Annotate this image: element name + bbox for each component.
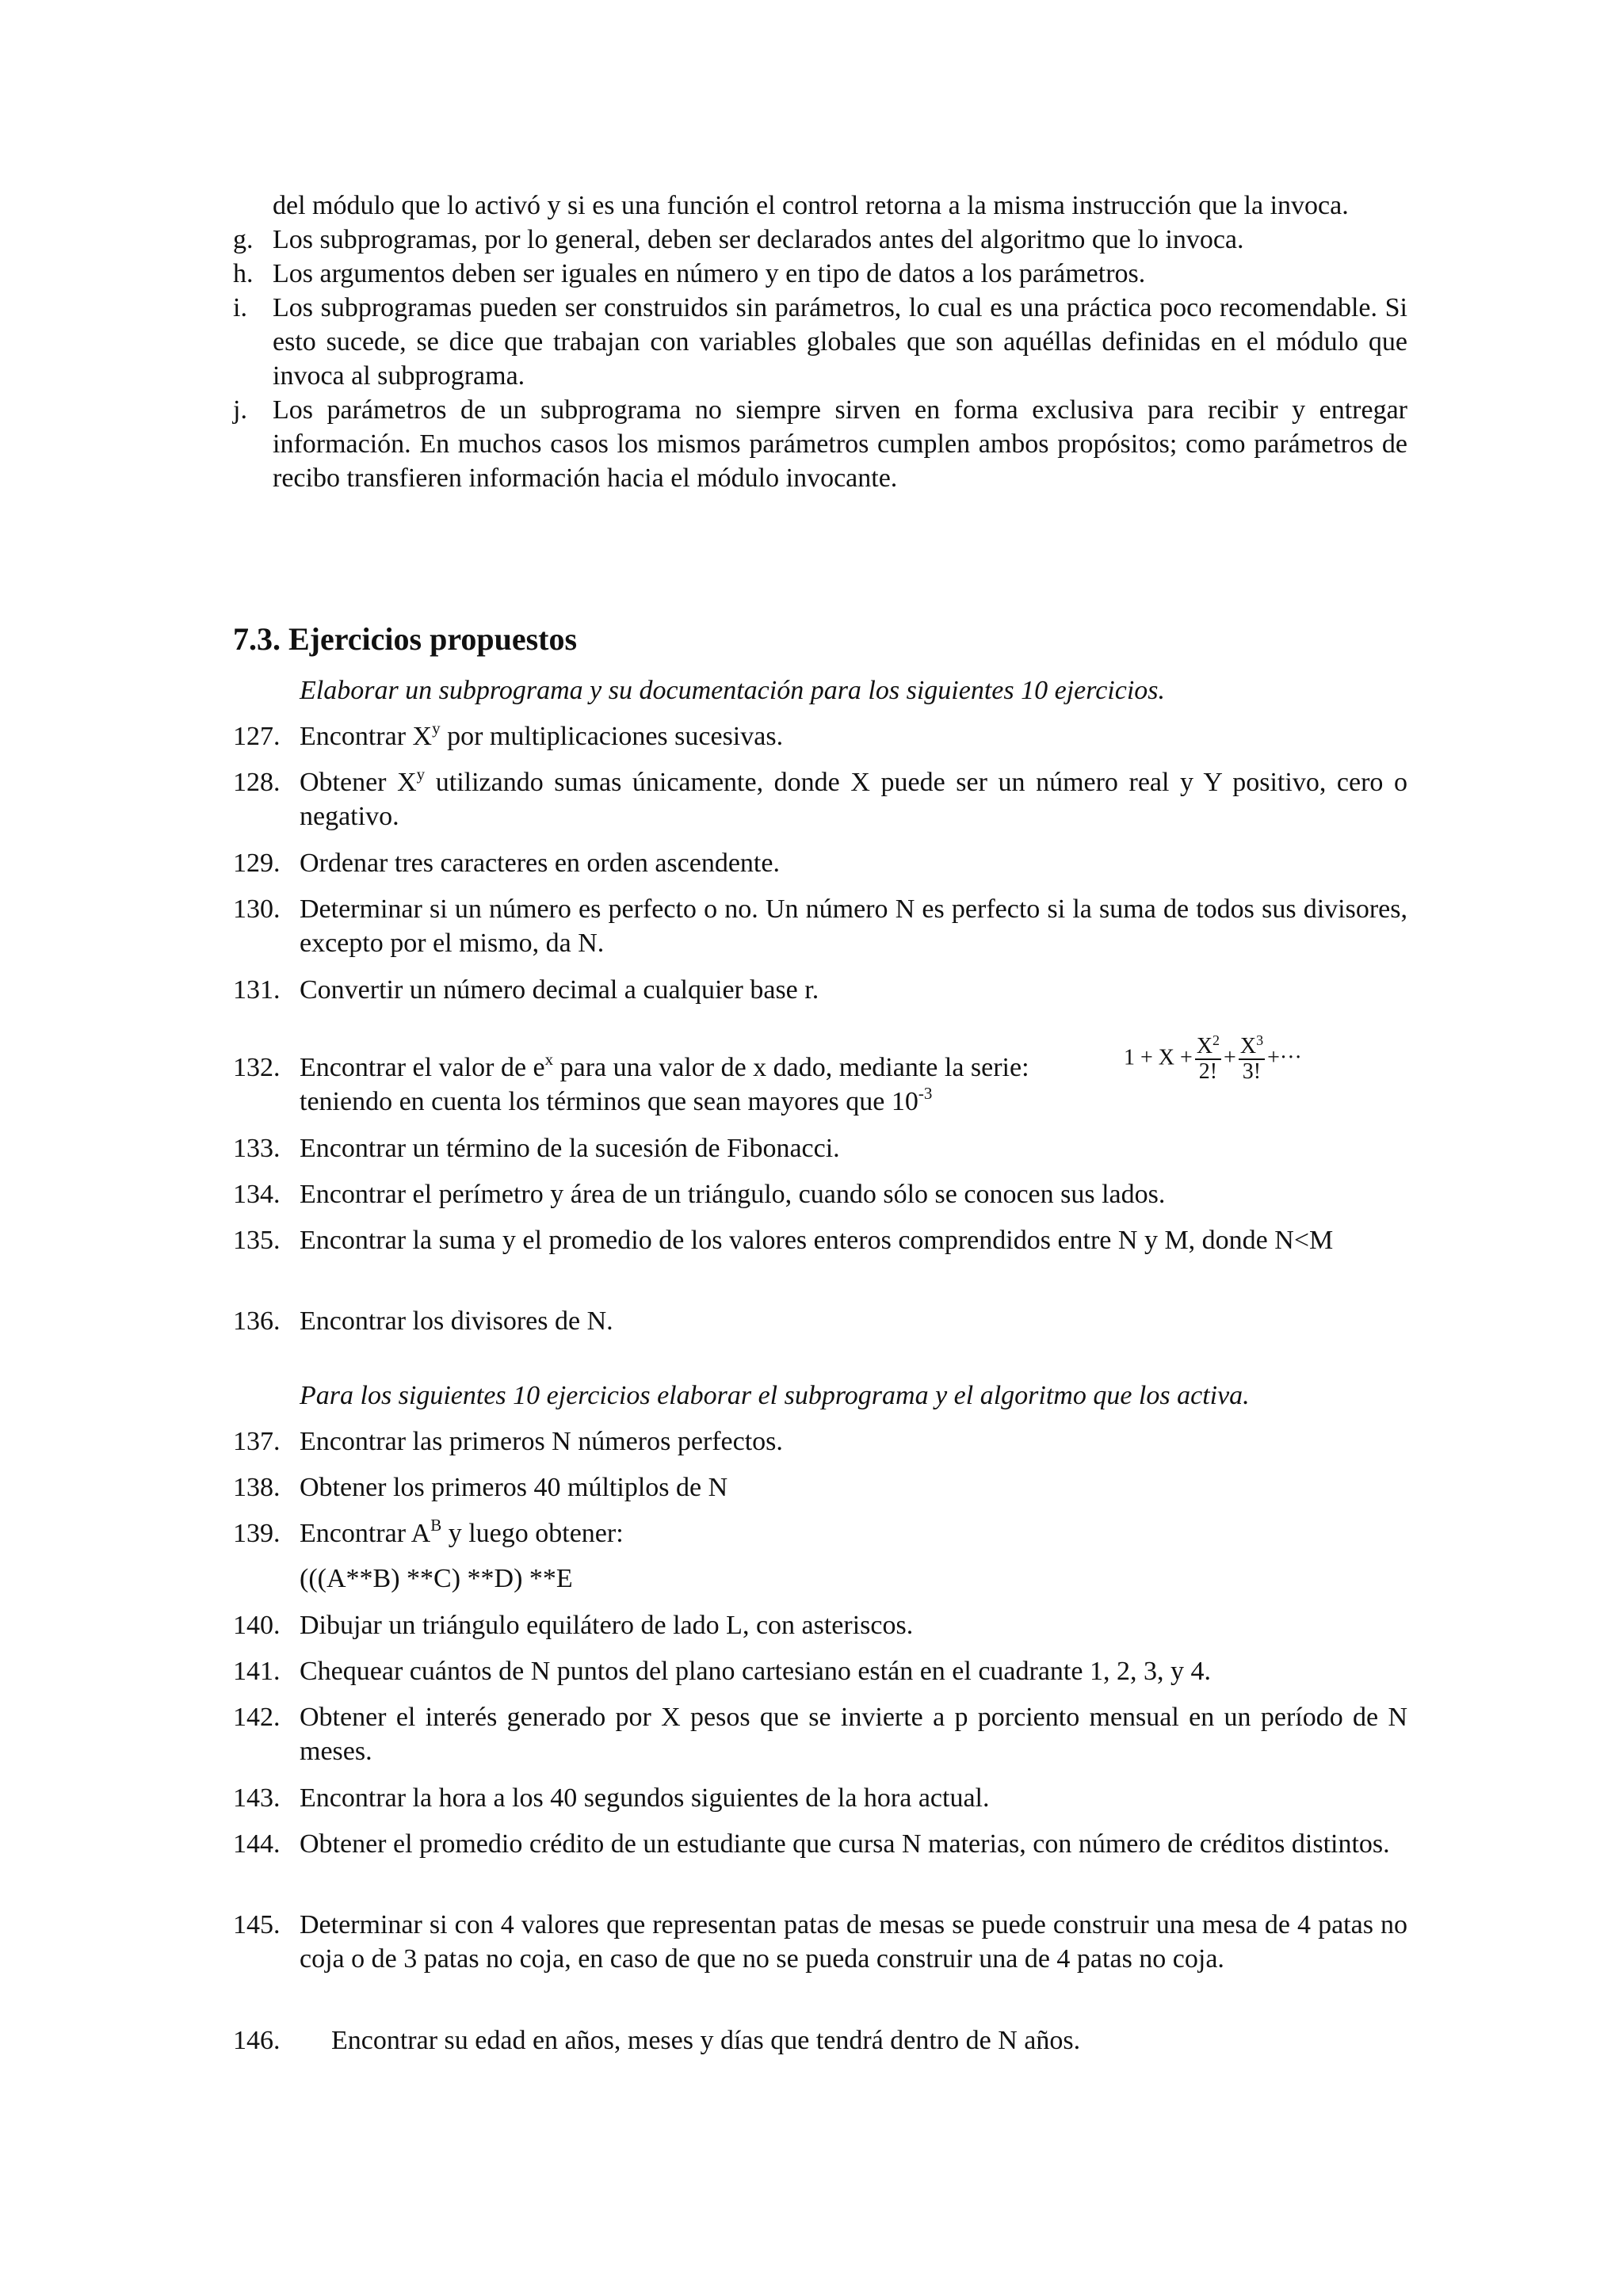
exercise-136 bbox=[233, 1304, 1407, 1338]
item-text: Los parámetros de un subprograma no siempre sirven en forma exclusiva para recibir y entregar información. En muchos casos los mismos parámetros cumplen ambos propósitos; como parámetros de recibo transfieren información hacia el módulo invocante. bbox=[273, 395, 1407, 493]
exponent-expression: (((A**B) **C) **D) **E bbox=[300, 1564, 573, 1593]
rule-item-j bbox=[233, 393, 1407, 495]
fraction-x2 bbox=[1195, 1032, 1221, 1084]
item-text: Los subprogramas pueden ser construidos sin parámetros, lo cual es una práctica poco recomendable. Si esto sucede, se dice que trabajan con variables globales que son aquéllas definidas en el módulo que invoca al subprograma. bbox=[273, 293, 1407, 391]
exercise-142 bbox=[233, 1700, 1407, 1768]
item-label: g. bbox=[233, 225, 254, 254]
exercise-number: 144. bbox=[233, 1829, 281, 1859]
exercise-129 bbox=[233, 846, 1407, 880]
exercise-number: 134. bbox=[233, 1180, 281, 1209]
exercise-number: 129. bbox=[233, 849, 281, 878]
exercise-text: Encontrar los divisores de N. bbox=[300, 1306, 613, 1336]
exercise-number: 136. bbox=[233, 1306, 281, 1336]
exercise-number: 131. bbox=[233, 975, 281, 1005]
exercise-number: 145. bbox=[233, 1910, 281, 1939]
exercise-138 bbox=[233, 1470, 1407, 1505]
formula-plus: + bbox=[1224, 1045, 1236, 1070]
exercise-text: utilizando sumas únicamente, donde X puede ser un número real y Y positivo, cero o negativo. bbox=[300, 768, 1407, 831]
exercise-text: y luego obtener: bbox=[441, 1519, 624, 1548]
formula-tail: +··· bbox=[1267, 1045, 1302, 1070]
exercise-text: Obtener los primeros 40 múltiplos de N bbox=[300, 1473, 728, 1502]
exercise-143 bbox=[233, 1781, 1407, 1815]
exercise-text: Encontrar X bbox=[300, 722, 433, 751]
section-title: 7.3. Ejercicios propuestos bbox=[233, 621, 578, 657]
exercise-text: Encontrar las primeros N números perfectos. bbox=[300, 1427, 783, 1456]
exercise-text: Encontrar A bbox=[300, 1519, 431, 1548]
exercise-130 bbox=[233, 892, 1407, 960]
item-label: h. bbox=[233, 259, 254, 288]
exercise-number: 132. bbox=[233, 1053, 281, 1082]
exercise-text: Ordenar tres caracteres en orden ascendente. bbox=[300, 849, 780, 878]
denominator: 2! bbox=[1198, 1059, 1218, 1084]
exercise-text: Obtener X bbox=[300, 768, 417, 797]
exercise-number: 146. bbox=[233, 2026, 281, 2055]
exercise-text: Dibujar un triángulo equilátero de lado L, con asteriscos. bbox=[300, 1611, 914, 1640]
exercise-140 bbox=[233, 1608, 1407, 1642]
rule-item-h bbox=[233, 257, 1407, 291]
superscript: y bbox=[432, 719, 441, 738]
exercise-text: Encontrar la hora a los 40 segundos siguientes de la hora actual. bbox=[300, 1783, 990, 1813]
superscript: 3 bbox=[1256, 1032, 1264, 1048]
exercise-text: por multiplicaciones sucesivas. bbox=[440, 722, 784, 751]
exponential-series-formula bbox=[1124, 1032, 1302, 1084]
exercise-134 bbox=[233, 1177, 1407, 1211]
exercise-number: 138. bbox=[233, 1473, 281, 1502]
exercise-number: 141. bbox=[233, 1657, 281, 1686]
exercise-number: 127. bbox=[233, 722, 281, 751]
exercise-text: Encontrar el perímetro y área de un triángulo, cuando sólo se conocen sus lados. bbox=[300, 1180, 1166, 1209]
item-text: Los subprogramas, por lo general, deben ser declarados antes del algoritmo que lo invoca. bbox=[273, 225, 1244, 254]
item-label: j. bbox=[233, 395, 247, 425]
numerator: X bbox=[1196, 1034, 1213, 1058]
exercise-144 bbox=[233, 1827, 1407, 1861]
exercise-number: 142. bbox=[233, 1703, 281, 1732]
rule-item-g bbox=[233, 223, 1407, 257]
exercise-135 bbox=[233, 1223, 1407, 1257]
exercise-text: Encontrar la suma y el promedio de los valores enteros comprendidos entre N y M, donde N<M bbox=[300, 1226, 1334, 1255]
exercise-number: 135. bbox=[233, 1226, 281, 1255]
exercise-text: Convertir un número decimal a cualquier base r. bbox=[300, 975, 819, 1005]
numerator: X bbox=[1239, 1034, 1257, 1058]
superscript: 2 bbox=[1212, 1032, 1220, 1048]
exercise-146 bbox=[233, 2023, 1407, 2058]
subprogram-rules-list bbox=[233, 189, 1407, 495]
exercise-133 bbox=[233, 1131, 1407, 1165]
exercise-139 bbox=[233, 1516, 1407, 1596]
superscript: x bbox=[544, 1050, 554, 1069]
denominator: 3! bbox=[1242, 1059, 1262, 1084]
exercise-141 bbox=[233, 1654, 1407, 1688]
superscript: B bbox=[430, 1516, 442, 1535]
rule-item-i bbox=[233, 291, 1407, 393]
exercise-text: Determinar si con 4 valores que representan patas de mesas se puede construir una mesa de 4 patas no coja o de 3 patas no coja, en caso de que no se pueda construir una de 4 patas no coja. bbox=[300, 1910, 1407, 1974]
continued-item: del módulo que lo activó y si es una función el control retorna a la misma instrucción que la invoca. bbox=[273, 191, 1349, 220]
exercise-text: Obtener el promedio crédito de un estudiante que cursa N materias, con número de créditos distintos. bbox=[300, 1829, 1390, 1859]
exercise-text: Chequear cuántos de N puntos del plano cartesiano están en el cuadrante 1, 2, 3, y 4. bbox=[300, 1657, 1211, 1686]
section-intro-2: Para los siguientes 10 ejercicios elaborar el subprograma y el algoritmo que los activa. bbox=[300, 1381, 1250, 1410]
exercise-137 bbox=[233, 1425, 1407, 1459]
exercise-text: Obtener el interés generado por X pesos que se invierte a p porciento mensual en un período de N meses. bbox=[300, 1703, 1407, 1766]
exercise-127 bbox=[233, 719, 1407, 753]
exercise-number: 139. bbox=[233, 1519, 281, 1548]
exercise-number: 133. bbox=[233, 1134, 281, 1163]
exercise-text: Encontrar un término de la sucesión de Fibonacci. bbox=[300, 1134, 840, 1163]
exercise-text: teniendo en cuenta los términos que sean mayores que 10 bbox=[300, 1087, 918, 1116]
section-intro-1: Elaborar un subprograma y su documentación para los siguientes 10 ejercicios. bbox=[300, 676, 1166, 705]
exercise-text: Determinar si un número es perfecto o no. Un número N es perfecto si la suma de todos sus divisores, excepto por el mismo, da N. bbox=[300, 894, 1407, 958]
superscript: -3 bbox=[918, 1084, 933, 1103]
exercise-text: para una valor de x dado, mediante la serie: bbox=[553, 1053, 1029, 1082]
item-text: Los argumentos deben ser iguales en número y en tipo de datos a los parámetros. bbox=[273, 259, 1146, 288]
exercise-131 bbox=[233, 973, 1407, 1007]
exercise-128 bbox=[233, 765, 1407, 833]
exercise-145 bbox=[233, 1908, 1407, 1976]
exercise-number: 143. bbox=[233, 1783, 281, 1813]
exercise-number: 140. bbox=[233, 1611, 281, 1640]
formula-lead: 1 + X + bbox=[1124, 1045, 1193, 1070]
exercise-number: 130. bbox=[233, 894, 281, 924]
exercise-number: 128. bbox=[233, 768, 281, 797]
exercise-text: Encontrar el valor de e bbox=[300, 1053, 545, 1082]
exercise-text: Encontrar su edad en años, meses y días que tendrá dentro de N años. bbox=[331, 2026, 1081, 2055]
exercise-number: 137. bbox=[233, 1427, 281, 1456]
item-label: i. bbox=[233, 293, 247, 322]
superscript: y bbox=[416, 765, 426, 784]
fraction-x3 bbox=[1239, 1032, 1265, 1084]
